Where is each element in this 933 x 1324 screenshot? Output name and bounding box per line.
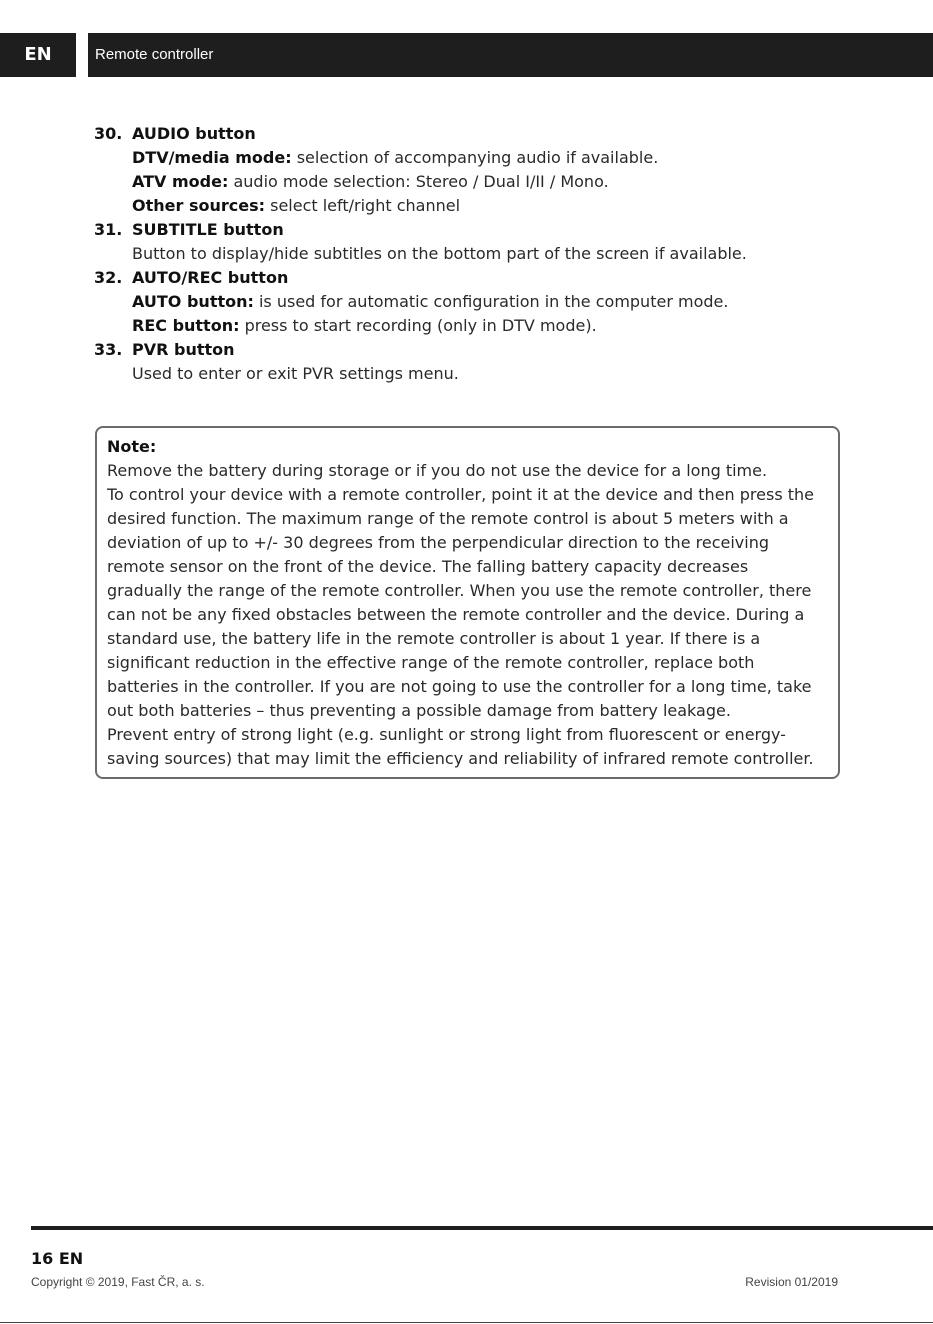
item-number: 32. [94,268,123,287]
item-line [132,242,854,266]
item-title: SUBTITLE button [132,220,284,239]
line-text: Button to display/hide subtitles on the bottom part of the screen if available. [132,244,747,263]
item-title: AUDIO button [132,124,256,143]
page-number: 16 EN [31,1249,84,1268]
button-descriptions [94,122,854,386]
copyright-text: Copyright © 2019, Fast ČR, a. s. [31,1275,205,1289]
item-number: 30. [94,124,123,143]
section-title: Remote controller [95,46,214,63]
line-label: DTV/media mode: [132,148,292,167]
line-text: press to start recording (only in DTV mode). [239,316,597,335]
note-paragraph: To control your device with a remote controller, point it at the device and then press the desired function. The maximum range of the remote control is about 5 meters with a deviation of up to +/- 30 degrees from the perpendicular direction to the receiving remote sensor on the front of the device. The falling battery capacity decreases gradually the range of the remote controller. When you use the remote controller, there can not be any fixed obstacles between the remote controller and the device. During a standard use, the battery life in the remote controller is about 1 year. If there is a significant reduction in the effective range of the remote controller, replace both batteries in the controller. If you are not going to use the controller for a long time, take out both batteries – thus preventing a possible damage from battery leakage. [107,485,815,720]
line-text: audio mode selection: Stereo / Dual I/II / Mono. [228,172,609,191]
item-number: 33. [94,340,123,359]
list-item [94,338,854,386]
item-title: PVR button [132,340,235,359]
footer-divider [31,1226,933,1230]
list-item [94,122,854,218]
item-title: AUTO/REC button [132,268,289,287]
line-text: Used to enter or exit PVR settings menu. [132,364,459,383]
item-line [132,170,854,194]
header-separator [76,33,88,77]
item-line [132,290,854,314]
line-text: select left/right channel [265,196,461,215]
item-line [132,194,854,218]
note-box [95,426,840,779]
item-line [132,314,854,338]
list-item [94,266,854,338]
page-header [0,33,933,77]
item-line [132,146,854,170]
note-paragraph: Remove the battery during storage or if you do not use the device for a long time. [107,461,768,480]
language-tag: EN [24,44,52,65]
line-label: AUTO button: [132,292,254,311]
line-text: is used for automatic configuration in the computer mode. [253,292,729,311]
item-line [132,362,854,386]
line-text: selection of accompanying audio if available. [291,148,659,167]
note-paragraph: Prevent entry of strong light (e.g. sunlight or strong light from fluorescent or energy-saving sources) that may limit the efficiency and reliability of infrared remote controller. [107,725,814,768]
item-number: 31. [94,220,123,239]
bottom-divider [0,1322,933,1323]
line-label: Other sources: [132,196,266,215]
list-item [94,218,854,266]
line-label: ATV mode: [132,172,229,191]
note-heading: Note: [107,437,157,456]
line-label: REC button: [132,316,240,335]
revision-text: Revision 01/2019 [745,1275,838,1289]
